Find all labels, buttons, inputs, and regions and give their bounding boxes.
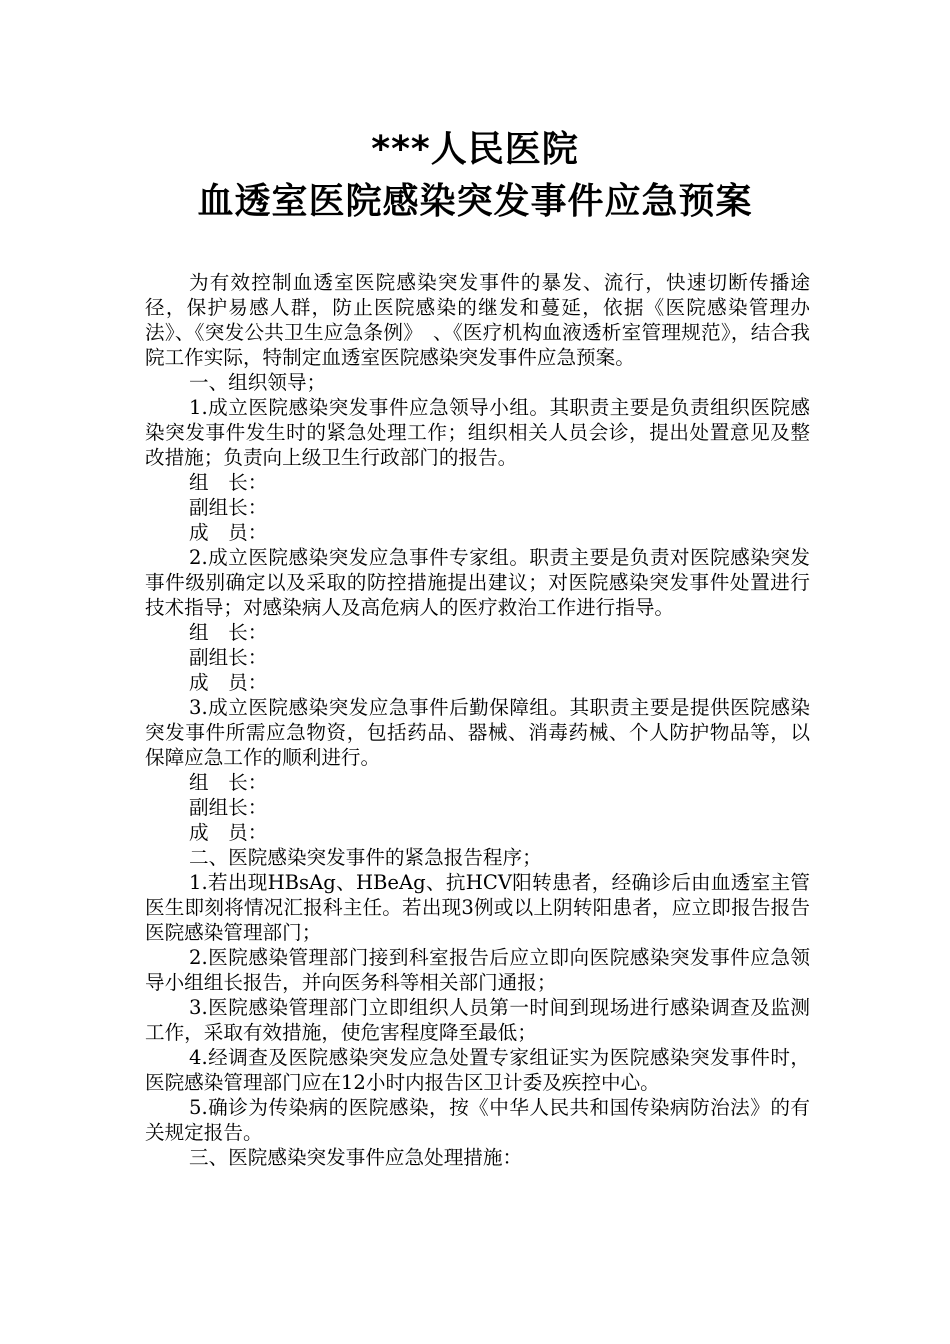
reporting-step-1: 1.若出现HBsAg、HBeAg、抗HCV阳转患者，经确诊后由血透室主管医生即刻将情况汇报科主任。若出现3例或以上阴转阳患者，应立即报告报告医院感染管理部门； bbox=[145, 871, 810, 944]
reporting-step-5: 5.确诊为传染病的医院感染，按《中华人民共和国传染病防治法》的有关规定报告。 bbox=[145, 1096, 810, 1144]
paragraph-leadership-group: 1.成立医院感染突发事件应急领导小组。其职责主要是负责组织医院感染突发事件发生时的紧急处理工作；组织相关人员会诊，提出处置意见及整改措施；负责向上级卫生行政部门的报告。 bbox=[145, 396, 810, 469]
role-leader: 组 长： bbox=[189, 771, 268, 794]
reporting-step-4: 4.经调查及医院感染突发应急处置专家组证实为医院感染突发事件时，医院感染管理部门应在12小时内报告区卫计委及疾控中心。 bbox=[145, 1046, 810, 1094]
paragraph-logistics-group: 3.成立医院感染突发应急事件后勤保障组。其职责主要是提供医院感染突发事件所需应急物资，包括药品、器械、消毒药械、个人防护物品等，以保障应急工作的顺利进行。 bbox=[145, 696, 810, 769]
reporting-step-3: 3.医院感染管理部门立即组织人员第一时间到现场进行感染调查及监测工作，采取有效措施，使危害程度降至最低； bbox=[145, 996, 810, 1044]
role-deputy-leader: 副组长： bbox=[189, 646, 268, 669]
section-heading-organization: 一、组织领导； bbox=[189, 371, 327, 394]
document-body bbox=[145, 270, 810, 1170]
reporting-step-2: 2.医院感染管理部门接到科室报告后应立即向医院感染突发事件应急领导小组组长报告，并向医务科等相关部门通报； bbox=[145, 946, 810, 994]
role-members: 成 员： bbox=[189, 521, 268, 544]
intro-paragraph: 为有效控制血透室医院感染突发事件的暴发、流行，快速切断传播途径，保护易感人群，防止医院感染的继发和蔓延，依据《医院感染管理办法》、《突发公共卫生应急条例》 、《医疗机构血液透析室管理规范》，结合我院工作实际，特制定血透室医院感染突发事件应急预案。 bbox=[145, 271, 810, 369]
role-deputy-leader: 副组长： bbox=[189, 796, 268, 819]
role-members: 成 员： bbox=[189, 671, 268, 694]
paragraph-expert-group: 2.成立医院感染突发应急事件专家组。职责主要是负责对医院感染突发事件级别确定以及采取的防控措施提出建议；对医院感染突发事件处置进行技术指导；对感染病人及高危病人的医疗救治工作进行指导。 bbox=[145, 546, 810, 619]
role-leader: 组 长： bbox=[189, 471, 268, 494]
section-heading-reporting: 二、医院感染突发事件的紧急报告程序； bbox=[189, 846, 542, 869]
role-deputy-leader: 副组长： bbox=[189, 496, 268, 519]
role-leader: 组 长： bbox=[189, 621, 268, 644]
section-heading-measures: 三、医院感染突发事件应急处理措施： bbox=[189, 1146, 523, 1169]
hospital-name: ***人民医院 bbox=[371, 129, 579, 170]
document-title: 血透室医院感染突发事件应急预案 bbox=[197, 181, 753, 222]
role-members: 成 员： bbox=[189, 821, 268, 844]
